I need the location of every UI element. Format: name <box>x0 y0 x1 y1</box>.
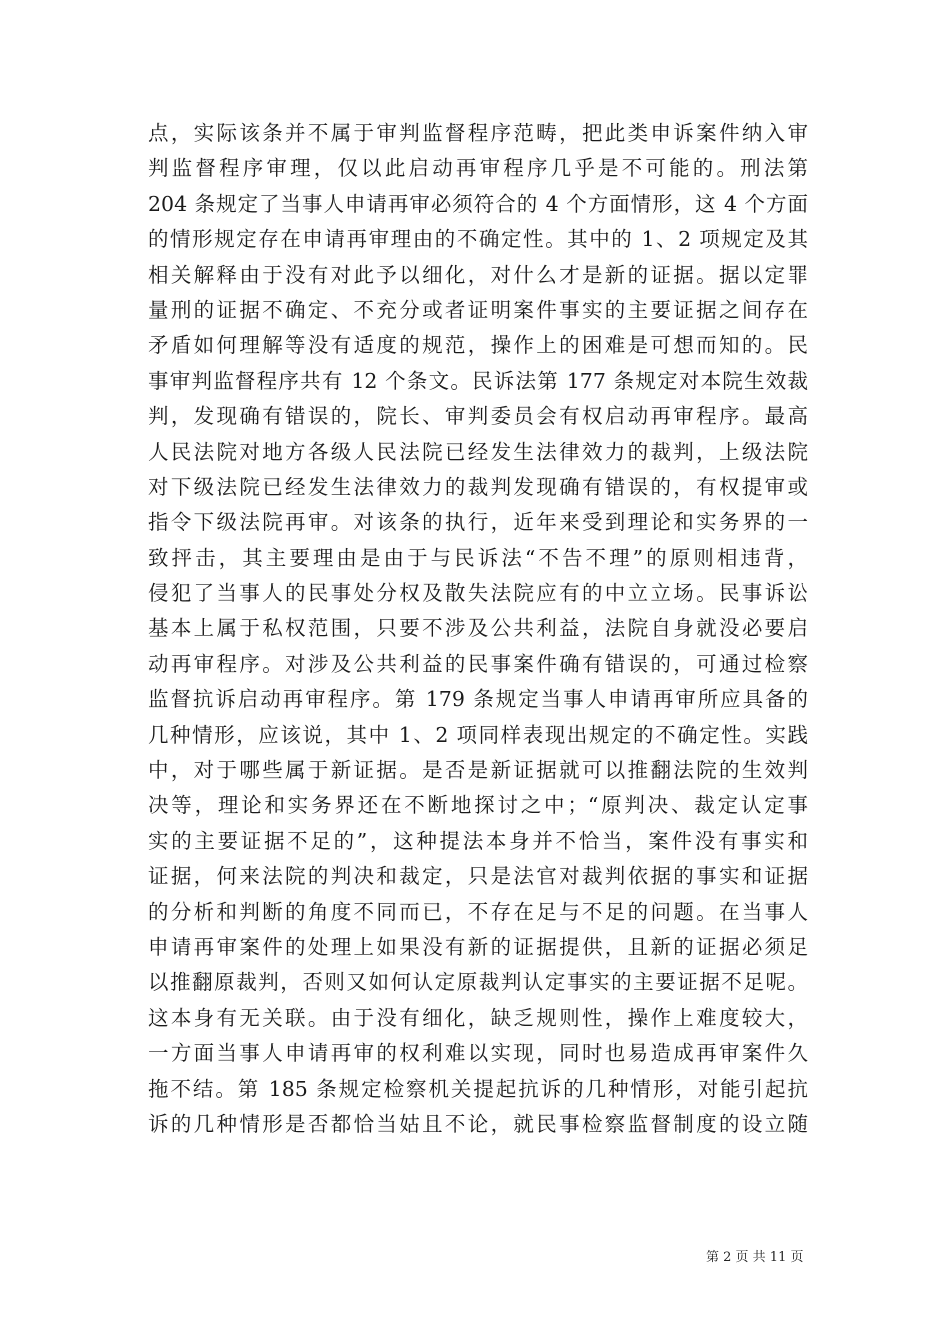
text-line: 以推翻原裁判，否则又如何认定原裁判认定事实的主要证据不足呢。 <box>148 970 808 995</box>
text-line: 监督抗诉启动再审程序。第 179 条规定当事人申请再审所应具备的 <box>148 687 808 712</box>
text-line: 204 条规定了当事人申请再审必须符合的 4 个方面情形，这 4 个方面 <box>148 191 808 216</box>
text-line: 申请再审案件的处理上如果没有新的证据提供，且新的证据必须足 <box>148 934 808 959</box>
text-line: 事审判监督程序共有 12 个条文。民诉法第 177 条规定对本院生效裁 <box>148 368 808 393</box>
text-line: 对下级法院已经发生法律效力的裁判发现确有错误的，有权提审或 <box>148 474 808 499</box>
text-line: 相关解释由于没有对此予以细化，对什么才是新的证据。据以定罪 <box>148 262 808 287</box>
text-line: 决等，理论和实务界还在不断地探讨之中；“原判决、裁定认定事 <box>148 793 808 818</box>
text-line: 拖不结。第 185 条规定检察机关提起抗诉的几种情形，对能引起抗 <box>148 1076 808 1101</box>
text-line: 诉的几种情形是否都恰当姑且不论，就民事检察监督制度的设立随 <box>148 1111 808 1136</box>
text-line: 证据，何来法院的判决和裁定，只是法官对裁判依据的事实和证据 <box>148 864 808 889</box>
text-line: 人民法院对地方各级人民法院已经发生法律效力的裁判，上级法院 <box>148 439 808 464</box>
text-line: 几种情形，应该说，其中 1、2 项同样表现出规定的不确定性。实践 <box>148 722 808 747</box>
text-line: 一方面当事人申请再审的权利难以实现，同时也易造成再审案件久 <box>148 1041 808 1066</box>
text-line: 动再审程序。对涉及公共利益的民事案件确有错误的，可通过检察 <box>148 651 808 676</box>
text-line: 中，对于哪些属于新证据。是否是新证据就可以推翻法院的生效判 <box>148 758 808 783</box>
text-line: 基本上属于私权范围，只要不涉及公共利益，法院自身就没必要启 <box>148 616 808 641</box>
text-line: 量刑的证据不确定、不充分或者证明案件事实的主要证据之间存在 <box>148 297 808 322</box>
text-line: 的分析和判断的角度不同而已，不存在足与不足的问题。在当事人 <box>148 899 808 924</box>
page-number-footer: 第 2 页 共 11 页 <box>706 1250 804 1265</box>
text-line: 侵犯了当事人的民事处分权及散失法院应有的中立立场。民事诉讼 <box>148 581 808 606</box>
text-line: 点，实际该条并不属于审判监督程序范畴，把此类申诉案件纳入审 <box>148 121 808 145</box>
text-line: 矛盾如何理解等没有适度的规范，操作上的困难是可想而知的。民 <box>148 333 808 358</box>
text-line: 这本身有无关联。由于没有细化，缺乏规则性，操作上难度较大， <box>148 1005 808 1030</box>
text-line: 判，发现确有错误的，院长、审判委员会有权启动再审程序。最高 <box>148 404 808 429</box>
text-line: 的情形规定存在申请再审理由的不确定性。其中的 1、2 项规定及其 <box>148 227 808 252</box>
body-text <box>148 116 808 1142</box>
text-line: 指令下级法院再审。对该条的执行，近年来受到理论和实务界的一 <box>148 510 808 535</box>
text-line: 实的主要证据不足的”，这种提法本身并不恰当，案件没有事实和 <box>148 828 808 853</box>
text-line: 致抨击，其主要理由是由于与民诉法“不告不理”的原则相违背， <box>148 545 808 570</box>
text-line: 判监督程序审理，仅以此启动再审程序几乎是不可能的。刑法第 <box>148 156 808 181</box>
